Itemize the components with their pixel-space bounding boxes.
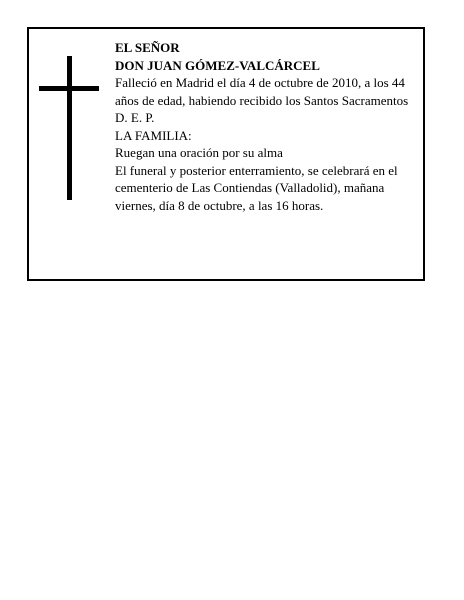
cross-icon	[39, 56, 99, 200]
funeral-info: El funeral y posterior enterramiento, se celebrará en el cementerio de Las Contiendas (Valladolid), mañana viernes, día 8 de octubre, a las 16 horas.	[115, 162, 398, 213]
cross-vertical-bar	[67, 56, 72, 200]
family-label: LA FAMILIA:	[115, 127, 192, 143]
notice-text	[115, 39, 421, 214]
deceased-name: DON JUAN GÓMEZ-VALCÁRCEL	[115, 57, 320, 73]
death-statement: Falleció en Madrid el día 4 de octubre de 2010, a los 44 años de edad, habiendo recibido los Santos Sacramentos	[115, 75, 409, 108]
cross-horizontal-bar	[39, 86, 99, 91]
title-line-1: EL SEÑOR	[115, 40, 180, 55]
dep-abbreviation: D. E. P.	[115, 110, 155, 125]
obituary-notice	[27, 27, 425, 281]
prayer-request: Ruegan una oración por su alma	[115, 145, 283, 160]
